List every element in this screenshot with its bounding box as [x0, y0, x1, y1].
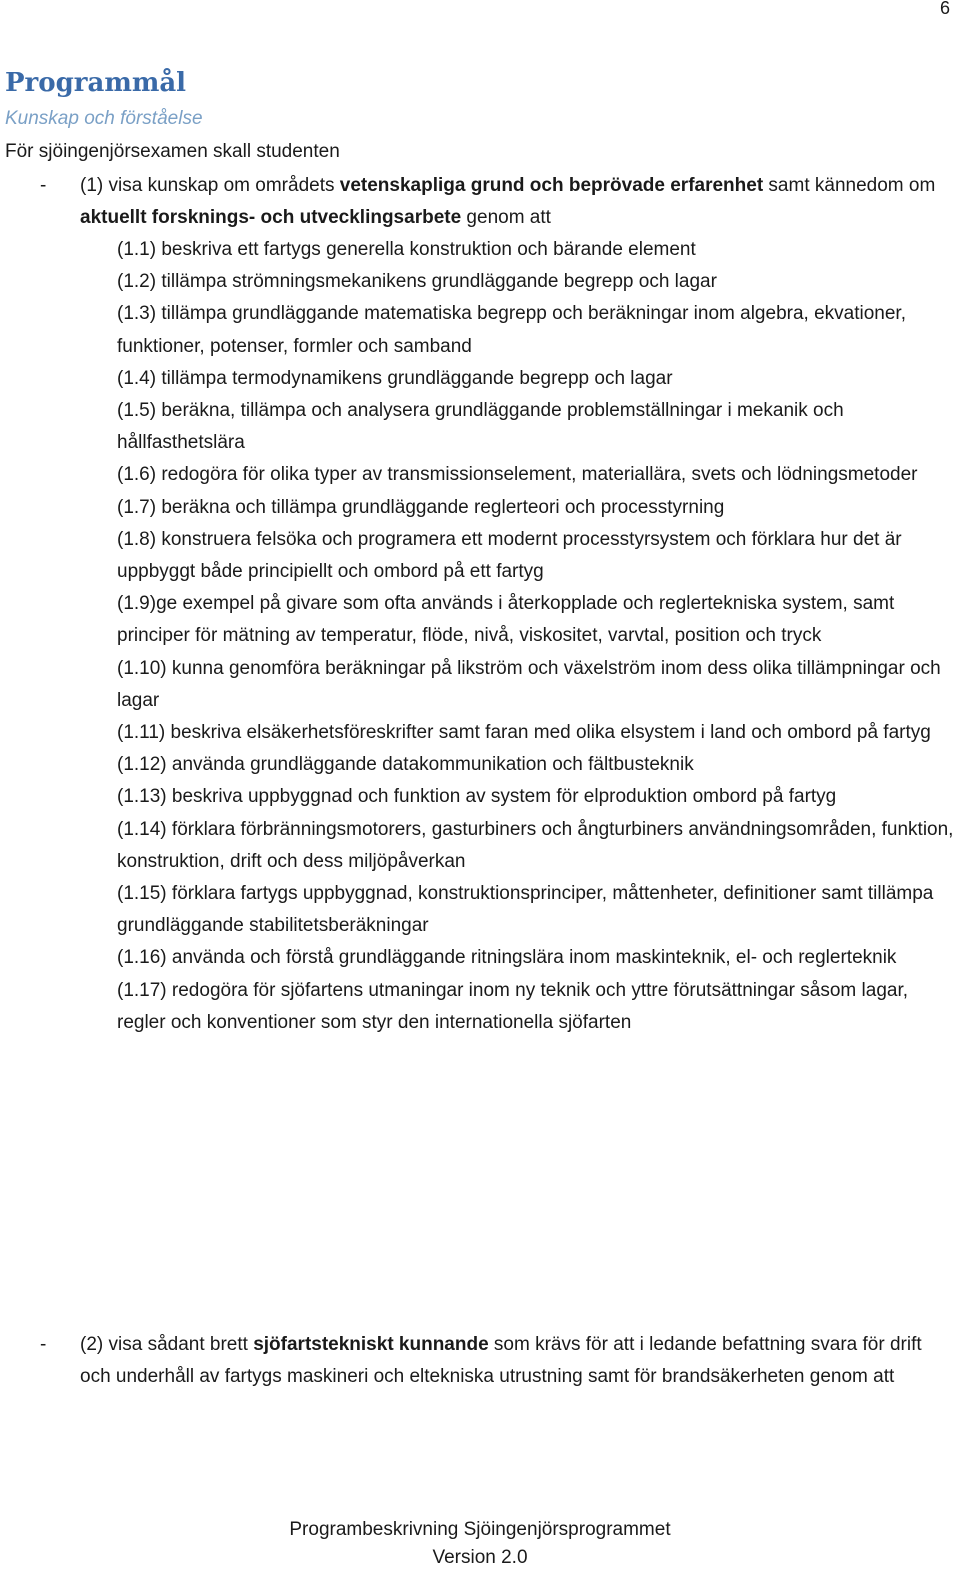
goal-2-bold-1: sjöfartstekniskt kunnande — [253, 1334, 489, 1355]
goal-1-bold-2: aktuellt forsknings- och utvecklingsarbete — [80, 207, 462, 229]
sub-goal-item: (1.15) förklara fartygs uppbyggnad, konstruktionsprinciper, måttenheter, definitioner samt tillämpa grundläggande stabilitetsberäkningar — [117, 883, 934, 937]
footer-title: Programbeskrivning Sjöingenjörsprogrammet — [289, 1519, 671, 1540]
sub-goal-item: (1.14) förklara förbränningsmotorers, gasturbiners och ångturbiners användningsområden, funktion, konstruktion, drift och dess miljöpåverkan — [117, 818, 954, 872]
section-heading: Programmål — [5, 68, 187, 98]
page-number: 6 — [939, 0, 950, 18]
sub-goal-item: (1.7) beräkna och tillämpa grundläggande reglerteori och processtyrning — [117, 496, 725, 518]
goal-1-bold-1: vetenskapliga grund och beprövade erfarenhet — [339, 175, 764, 196]
goal-2-bullet: - — [40, 1334, 47, 1355]
sub-goal-item: (1.11) beskriva elsäkerhetsföreskrifter samt faran med olika elsystem i land och ombord på fartyg — [117, 722, 931, 744]
sub-goal-item: (1.12) använda grundläggande datakommunikation och fältbusteknik — [117, 754, 694, 776]
goal-1-bullet: - — [40, 175, 47, 196]
sub-goal-item: (1.6) redogöra för olika typer av transmissionselement, materiallära, svets och lödningsmetoder — [117, 464, 918, 486]
sub-goal-item: (1.9)ge exempel på givare som ofta används i återkopplade och reglertekniska system, samt principer för mätning av temperatur, flöde, nivå, viskositet, varvtal, position och tryck — [117, 593, 895, 647]
sub-goal-item: (1.8) konstruera felsöka och programera ett modernt processtyrsystem och förklara hur det är uppbyggt både principiellt och ombord på ett fartyg — [117, 528, 902, 583]
intro-text: För sjöingenjörsexamen skall studenten — [5, 141, 340, 162]
sub-goal-item: (1.10) kunna genomföra beräkningar på likström och växelström inom dess olika tillämpningar och lagar — [117, 657, 941, 711]
sub-goal-item: (1.2) tillämpa strömningsmekanikens grundläggande begrepp och lagar — [117, 271, 717, 293]
goal-1-text: (1) visa kunskap om områdets vetenskapliga grund och beprövade erfarenhet samt kännedom om aktuellt forsknings- och utvecklingsarbete genom att — [80, 175, 936, 229]
goal-2-text: (2) visa sådant brett sjöfartstekniskt kunnande som krävs för att i ledande befattning svara för drift och underhåll av fartygs maskineri och eltekniska utrustning samt för brandsäkerheten genom att — [80, 1334, 922, 1388]
sub-goal-item: (1.1) beskriva ett fartygs generella konstruktion och bärande element — [117, 239, 696, 260]
sub-goal-item: (1.16) använda och förstå grundläggande ritningslära inom maskinteknik, el- och reglerteknik — [117, 947, 897, 969]
sub-goal-item: (1.5) beräkna, tillämpa och analysera grundläggande problemställningar i mekanik och hållfasthetslära — [117, 400, 844, 454]
sub-goal-item: (1.3) tillämpa grundläggande matematiska begrepp och beräkningar inom algebra, ekvationer, funktioner, potenser, formler och samband — [117, 303, 906, 357]
sub-goal-item: (1.17) redogöra för sjöfartens utmaningar inom ny teknik och yttre förutsättningar såsom lagar, regler och konventioner som styr den internationella sjöfarten — [117, 979, 909, 1033]
sub-goal-item: (1.13) beskriva uppbyggnad och funktion av system för elproduktion ombord på fartyg — [117, 786, 837, 808]
section-subheading: Kunskap och förståelse — [5, 108, 203, 129]
sub-goal-list — [117, 234, 955, 1039]
sub-goal-item: (1.4) tillämpa termodynamikens grundläggande begrepp och lagar — [117, 367, 673, 389]
footer-version: Version 2.0 — [432, 1547, 528, 1568]
